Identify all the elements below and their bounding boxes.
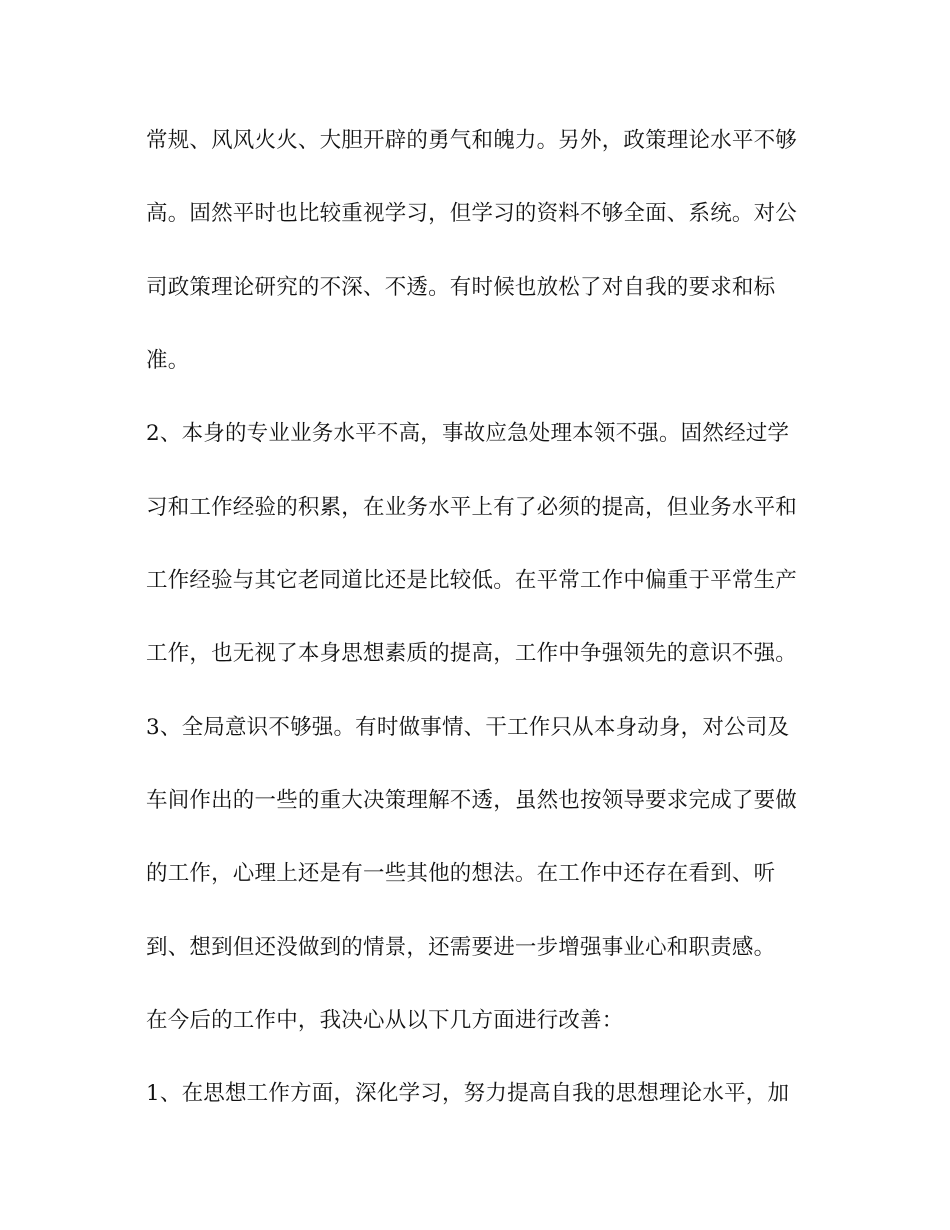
text-line: 准。 bbox=[146, 348, 190, 373]
text-line: 的工作，心理上还是有一些其他的想法。在工作中还存在看到、听 bbox=[146, 861, 776, 886]
text-line: 在今后的工作中，我决心从以下几方面进行改善： bbox=[146, 1008, 624, 1033]
text-line: 习和工作经验的积累，在业务水平上有了必须的提高，但业务水平和 bbox=[146, 495, 798, 520]
text-line: 司政策理论研究的不深、不透。有时候也放松了对自我的要求和标 bbox=[146, 275, 776, 300]
text-line: 高。固然平时也比较重视学习，但学习的资料不够全面、系统。对公 bbox=[146, 201, 798, 226]
text-line: 3、全局意识不够强。有时做事情、干工作只从本身动身，对公司及 bbox=[146, 715, 790, 740]
text-line: 到、想到但还没做到的情景，还需要进一步增强事业心和职责感。 bbox=[146, 935, 776, 960]
text-line: 2、本身的专业业务水平不高，事故应急处理本领不强。固然经过学 bbox=[146, 421, 790, 446]
text-line: 1、在思想工作方面，深化学习，努力提高自我的思想理论水平，加 bbox=[146, 1081, 790, 1106]
text-line: 车间作出的一些的重大决策理解不透，虽然也按领导要求完成了要做 bbox=[146, 788, 798, 813]
text-line: 工作，也无视了本身思想素质的提高，工作中争强领先的意识不强。 bbox=[146, 641, 798, 666]
text-line: 工作经验与其它老同道比还是比较低。在平常工作中偏重于平常生产 bbox=[146, 568, 798, 593]
text-line: 常规、风风火火、大胆开辟的勇气和魄力。另外，政策理论水平不够 bbox=[146, 128, 798, 153]
